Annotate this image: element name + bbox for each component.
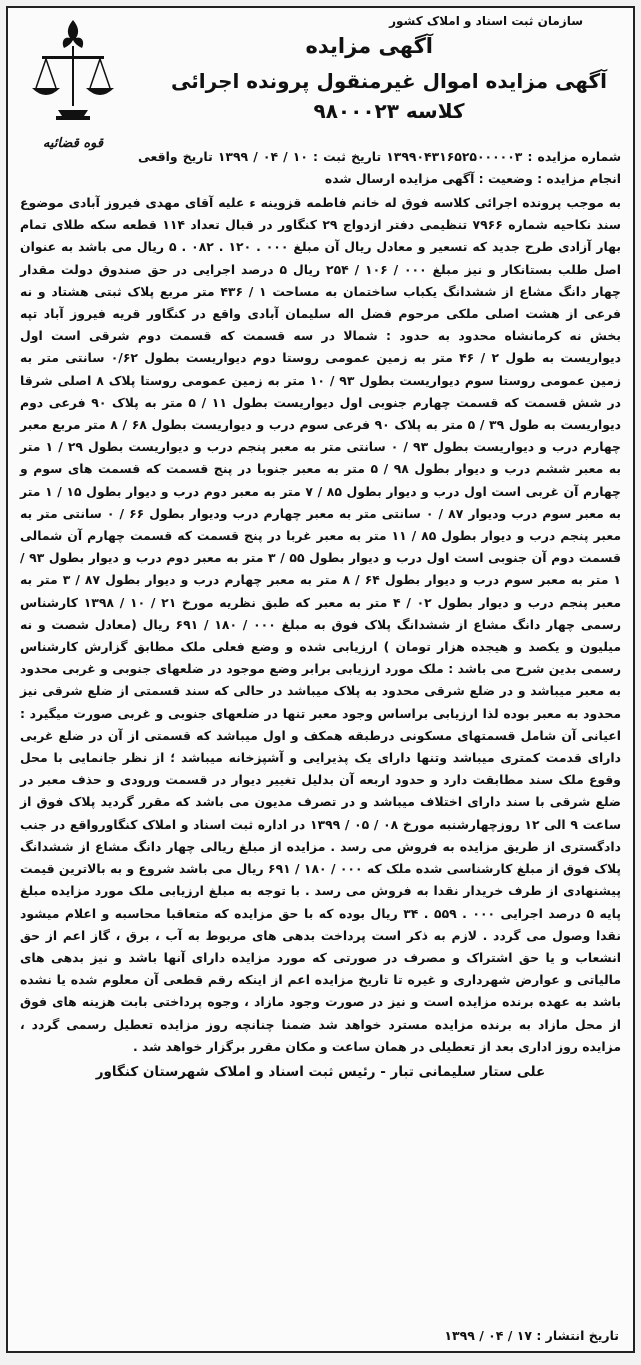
organization-name: سازمان ثبت اسناد و املاک کشور — [389, 14, 583, 28]
logo-text: قوه قضائیه — [42, 136, 104, 151]
notice-body: به موجب پرونده اجرائی کلاسه فوق له خانم فاطمه قزوینه ء علیه آقای مهدی فیروز آبادی موضوع سند نکاحیه شماره ۷۹۶۶ تنظیمی دفتر ازدواج ۲۹ کنگاور در قبال تعداد ۱۱۴ قطعه سکه طلای تمام بهار آزادی طرح جدید که تسعیر و معادل ریال آن مبلغ ۰۰۰ . ۱۲۰ . ۰۸۲ . ۵ ریال می باشد به عنوان اصل طلب بستانکار و نیز مبلغ ۰۰۰ / ۱۰۶ / ۲۵۴ ریال ۵ درصد اجرایی در حق صندوق دولت مقدار چهار دانگ مشاع از ششدانگ یکباب ساختمان به مساحت ۱ / ۴۳۶ متر مربع پلاک ثبتی هشتاد و نه فرعی از هشت اصلی ملکی مرحوم فضل اله سلیمان آبادی واقع در کنگاور قریه فیروز آباد تپه بخش نه کرمانشاه محدود به حدود : شمالا در سه قسمت که قسمت دوم شرقی است اول دیواریست به طول ۲ / ۴۶ متر به زمین عمومی روستا دوم دیواریست بطول ۰/۶۲ سانتی متر به زمین عمومی روستا سوم دیواریست بطول ۹۳ / ۱۰ متر به زمین عمومی روستا پلاک ۸ اصلی شرقا در شش قسمت که قسمت چهارم جنوبی اول دیواریست بطول ۱۱ / ۵ متر به پلاک ۹۰ فرعی دوم دیواریست به طول ۳۹ / ۵ متر به پلاک ۹۰ فرعی سوم درب و دیواریست بطول ۶۸ / ۸ متر مربع معبر چهارم درب و دیواریست بطول ۹۳ / ۰ سانتی متر به معبر پنجم درب و دیواریست بطول ۲۹ / ۱ متر به معبر ششم درب و دیوار بطول ۹۸ / ۵ متر به معبر جنوبا در پنج قسمت که قسمت های سوم و چهارم آن غربی است اول درب و دیوار بطول ۸۵ / ۷ متر به معبر دوم درب و دیوار بطول ۱۵ / ۱ متر به معبر سوم درب ودیوار ۸۷ / ۰ سانتی متر به معبر چهارم درب ودیوار بطول ۶۶ / ۰ سانتی متر به معبر پنجم درب و دیوار بطول ۸۵ / ۱۱ متر به معبر غربا در پنج قسمت که قسمت چهارم آن شمالی قسمت دوم آن جنوبی است اول درب و دیوار بطول ۵۵ / ۳ متر به معبر دوم درب و دیوار بطول ۹۳ / ۱ متر به معبر سوم درب و دیوار بطول ۶۴ / ۸ متر به معبر چهارم درب و دیوار بطول ۸۷ / ۳ متر به معبر پنجم درب و دیوار بطول ۰۲ / ۴ متر به معبر که طبق نظریه مورخ ۲۱ / ۱۰ / ۱۳۹۸ کارشناس رسمی چهار دانگ مشاع از ششدانگ پلاک فوق به مبلغ ۰۰۰ / ۱۸۰ / ۶۹۱ ریال (معادل شصت و نه میلیون و یکصد و هیجده هزار تومان ) ارزیابی شده و وضع فعلی ملک مطابق گزارش کارشناس رسمی بدین شرح می باشد : ملک مورد ارزیابی برابر وضع موجود در ضلعهای جنوبی و غربی محدود به معبر میباشد و در ضلع شرقی محدود به پلاک میباشد در حالی که سند قسمتی از ضلع شرقی نیز محدود به معبر بوده لذا ارزیابی براساس وجود معبر تنها در ضلعهای جنوبی و غربی صورت میگیرد : اعیانی آن شامل قسمتهای مسکونی درطبقه همکف و اول میباشد که قسمتی از آن در ضلع غربی دارای قدمت کمتری میباشد وتنها دارای یک پذیرایی و آشپزخانه میباشد ؛ از نظر جانمایی با محل وقوع ملک سند مطابقت دارد و حدود اربعه آن بدلیل تغییر دیوار در قسمت ورودی و حذف معبر در ضلع شرقی با سند دارای اختلاف میباشد و در تصرف مدیون می باشد که مقرر گردید پلاک فوق از ساعت ۹ الی ۱۲ روزچهارشنبه مورخ ۰۸ / ۰۵ / ۱۳۹۹ در اداره ثبت اسناد و املاک کنگاورواقع در جنب دادگستری از طریق مزایده به فروش می رسد . مزایده از مبلغ ریالی چهار دانگ مشاع از ششدانگ پلاک فوق از مبلغ کارشناسی شده ملک که ۰۰۰ / ۱۸۰ / ۶۹۱ ریال می باشد شروع و به بالاترین قیمت پیشنهادی از طرف خریدار نقدا به فروش می رسد . با توجه به مبلغ ارزیابی ملک مورد مزایده مبلغ پایه ۵ درصد اجرایی ۰۰۰ . ۵۵۹ . ۳۴ ریال بوده که با حق مزایده که متعاقبا محاسبه و اعلام میشود نقدا وصول می گردد . لازم به ذکر است پرداخت بدهی های مربوط به آب ، برق ، گاز اعم از حق انشعاب و یا حق اشتراک و مصرف در صورتی که مورد مزایده دارای آنها باشد و نیز بدهی های مالیاتی و عوارض شهرداری و غیره تا تاریخ مزایده اعم از اینکه رقم قطعی آن معلوم شده یا نشده باشد به عهده برنده مزایده است و نیز در صورت وجود مازاد ، وجوه پرداختی بابت هزینه های فوق از محل مازاد به برنده مزایده مسترد خواهد شد ضمنا چنانچه روز مزایده تعطیل رسمی گردد ، مزایده روز اداری بعد از تعطیلی در همان ساعت و مکان مقرر برگزار خواهد شد . — [20, 195, 622, 1054]
notice-headline: آگهی مزایده اموال غیرمنقول پرونده اجرائی کلاسه ۹۸۰۰۰۲۳ — [171, 69, 607, 123]
auction-meta: شماره مزایده : ۱۳۹۹۰۴۳۱۶۵۲۵۰۰۰۰۰۳ تاریخ ثبت : ۱۰ / ۰۴ / ۱۳۹۹ تاریخ واقعی انجام مزایده : وضعیت : آگهی مزایده ارسال شده — [138, 149, 622, 186]
auction-notice-page — [6, 6, 635, 1353]
notice-title: آگهی مزایده — [305, 34, 433, 58]
judiciary-logo — [18, 16, 128, 166]
publication-date: تاریخ انتشار : ۱۷ / ۰۴ / ۱۳۹۹ — [444, 1328, 619, 1343]
notice-header — [8, 8, 633, 151]
signature-line: علی ستار سلیمانی تبار - رئیس ثبت اسناد و املاک شهرستان کنگاور — [95, 1063, 546, 1080]
scales-of-justice-icon — [28, 16, 118, 136]
